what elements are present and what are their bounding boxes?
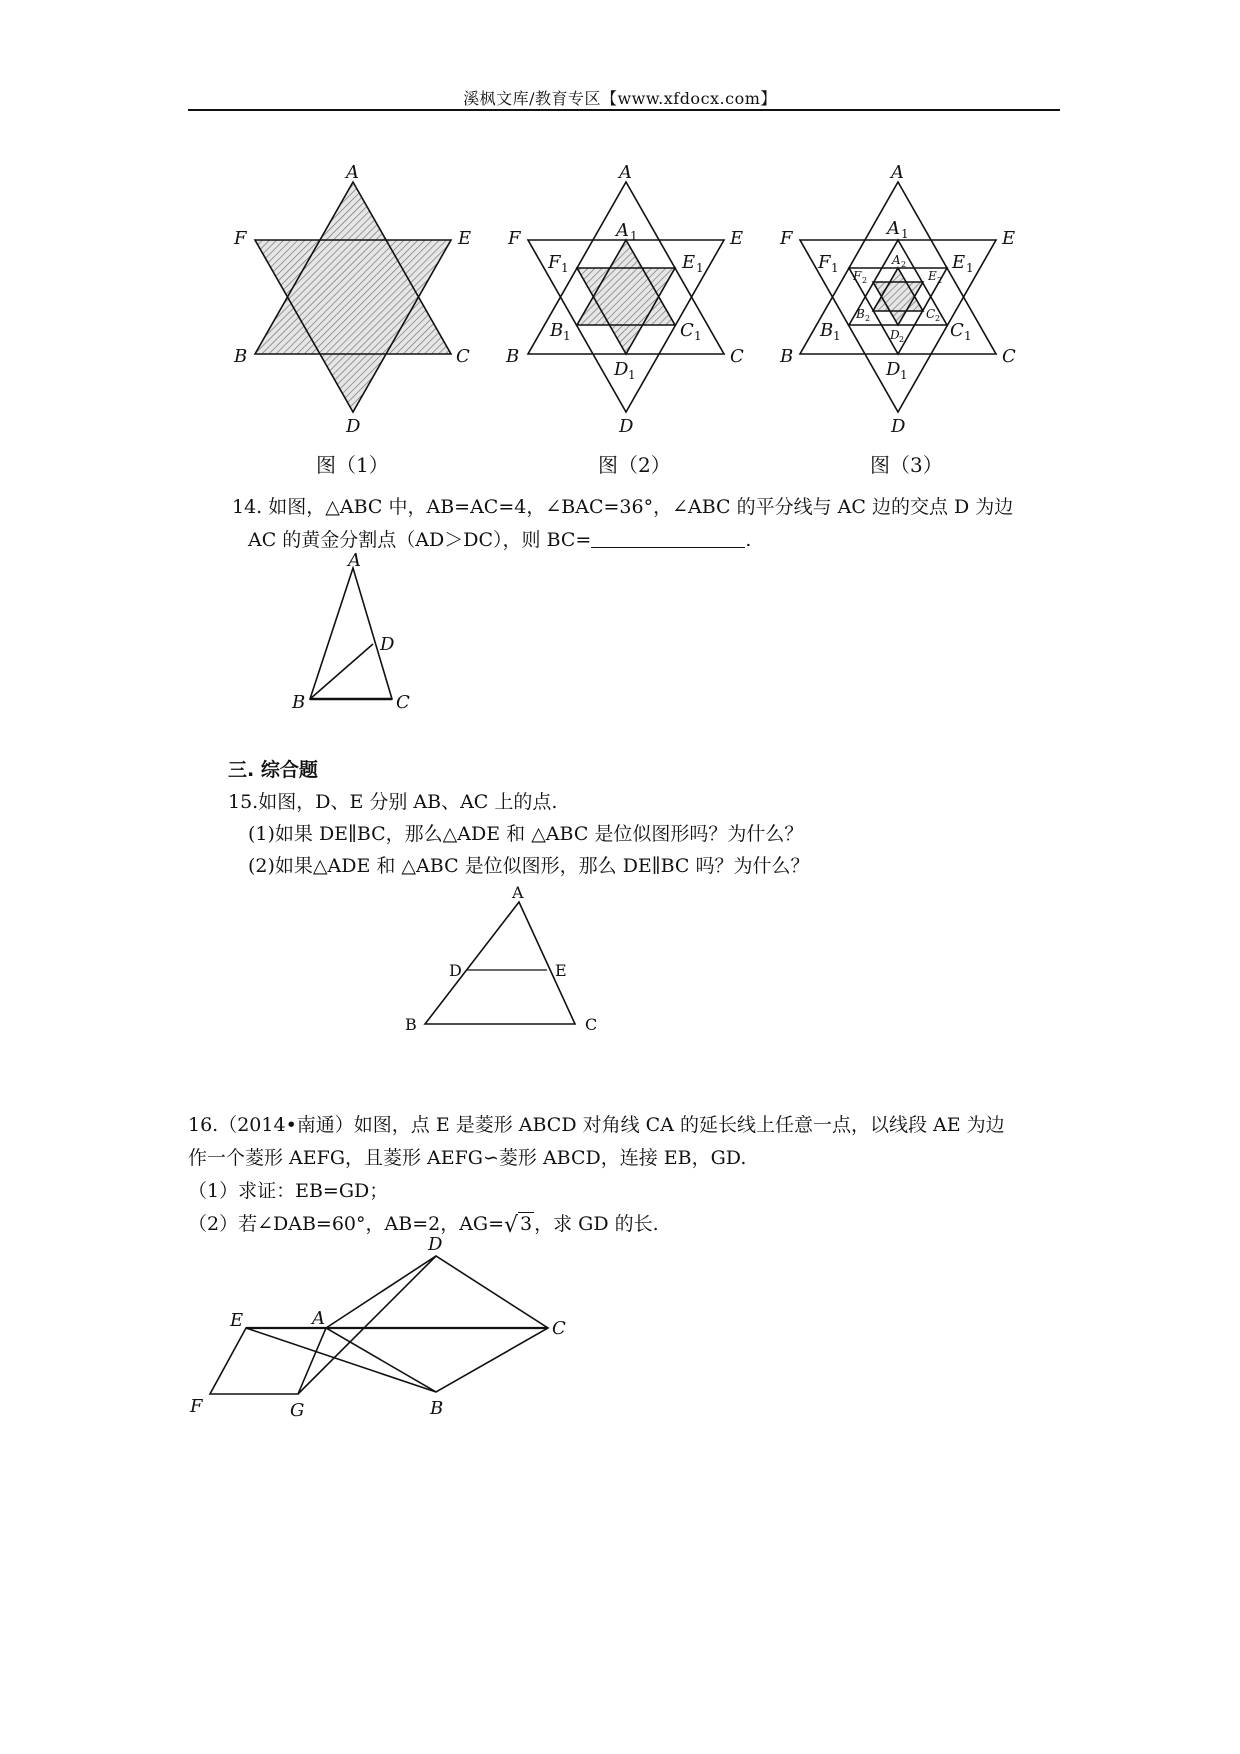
q15-label-b: B: [405, 1015, 417, 1034]
fig3-mid-label-d: D: [886, 359, 901, 380]
fig3-mid-sub-a: 1: [901, 227, 909, 241]
fig3-caption: 图（3）: [870, 453, 943, 477]
fig3-inner-label-c: C: [926, 307, 936, 321]
q16-line2: 作一个菱形 AEFG，且菱形 AEFG∽菱形 ABCD，连接 EB，GD.: [188, 1147, 747, 1169]
fig2-caption: 图（2）: [598, 453, 671, 477]
q14-line2-end: .: [745, 529, 752, 551]
q16-label-b: B: [430, 1398, 444, 1419]
fig3-label-a: A: [891, 162, 904, 183]
section-3-title: 三. 综合题: [228, 759, 318, 781]
fig3-mid-sub-c: 1: [964, 329, 972, 343]
fig3-mid-sub-e: 1: [966, 261, 974, 275]
fig2-inner-label-d: D: [614, 359, 629, 380]
fig1-label-b: B: [234, 346, 248, 367]
fig2-inner-fill: [577, 240, 675, 354]
fig2-label-e: E: [730, 228, 744, 249]
fig2-label-c: C: [730, 346, 744, 367]
q16-rhombus-abcd: [326, 1256, 548, 1392]
fig2-label-a: A: [619, 162, 632, 183]
fig3-inner-label-a: A: [892, 253, 901, 267]
figure-1: [255, 182, 451, 412]
fig3-mid-sub-f: 1: [831, 261, 839, 275]
fig3-label-b: B: [780, 346, 794, 367]
q14-label-a: A: [348, 550, 361, 571]
q16-label-f: F: [190, 1396, 203, 1417]
fig3-inner-sub-f: 2: [862, 276, 868, 285]
q16-radicand: 3: [520, 1213, 533, 1235]
fig1-label-e: E: [458, 228, 472, 249]
q16-line4-a: （2）若∠DAB=60°，AB=2，AG=: [188, 1213, 505, 1235]
q14-line1: 14. 如图，△ABC 中，AB=AC=4，∠BAC=36°，∠ABC 的平分线与 AC 边的交点 D 为边: [232, 496, 1014, 518]
fig3-mid-label-a: A: [887, 218, 900, 239]
q14-line2: AC 的黄金分割点（AD＞DC），则 BC=: [248, 529, 592, 551]
fig2-inner-sub-c: 1: [694, 329, 702, 343]
fig3-label-c: C: [1002, 346, 1016, 367]
q15-label-a: A: [512, 883, 524, 902]
q14-answer-blank: [591, 527, 745, 548]
hexagram-figures: [0, 0, 1240, 480]
fig2-inner-sub-b: 1: [563, 329, 571, 343]
q16-label-d: D: [428, 1234, 443, 1255]
fig3-innermost-fill: [873, 268, 923, 325]
sqrt-symbol: √ 3: [504, 1213, 533, 1238]
fig1-label-f: F: [234, 228, 247, 249]
q16-rhombus-figure: [180, 1232, 580, 1432]
q15-label-c: C: [585, 1015, 598, 1034]
fig2-inner-sub-f: 1: [561, 261, 569, 275]
fig2-inner-sub-e: 1: [696, 261, 704, 275]
fig2-inner-label-b: B: [550, 320, 564, 341]
q15-label-e: E: [555, 961, 567, 980]
q16-label-a: A: [312, 1308, 325, 1329]
q14-label-d: D: [380, 634, 395, 655]
fig3-label-f: F: [780, 228, 793, 249]
fig3-mid-sub-b: 1: [833, 329, 841, 343]
fig3-inner-label-d: D: [890, 328, 900, 342]
fig3-inner-sub-b: 2: [865, 314, 871, 323]
q15-line1: 15.如图，D、E 分别 AB、AC 上的点.: [228, 791, 558, 813]
fig2-inner-label-c: C: [680, 320, 694, 341]
q16-line1: 16.（2014•南通）如图，点 E 是菱形 ABCD 对角线 CA 的延长线上任意一点，以线段 AE 为边: [188, 1114, 1005, 1136]
fig1-label-a: A: [346, 162, 359, 183]
q16-label-c: C: [552, 1318, 566, 1339]
fig3-mid-label-c: C: [950, 320, 964, 341]
fig3-inner-sub-c: 2: [935, 314, 941, 323]
fig2-label-b: B: [506, 346, 520, 367]
q15-triangle-abc: [425, 902, 575, 1024]
q14-label-c: C: [396, 692, 410, 713]
fig2-inner-label-e: E: [682, 252, 696, 273]
fig3-label-e: E: [1002, 228, 1016, 249]
fig1-caption: 图（1）: [316, 453, 389, 477]
q16-line4-b: ，求 GD 的长.: [534, 1213, 659, 1235]
fig2-inner-sub-a: 1: [630, 229, 638, 243]
fig3-inner-sub-e: 2: [937, 276, 943, 285]
fig3-inner-sub-d: 2: [899, 335, 905, 344]
fig1-hexagram-fill: [255, 182, 451, 412]
q15-label-d: D: [449, 961, 462, 980]
fig1-label-c: C: [456, 346, 470, 367]
q16-label-e: E: [230, 1310, 244, 1331]
fig2-inner-sub-d: 1: [628, 368, 636, 382]
q16-label-g: G: [290, 1400, 305, 1421]
q14-label-b: B: [292, 692, 306, 713]
q15-line3: (2)如果△ADE 和 △ABC 是位似图形，那么 DE∥BC 吗？为什么？: [248, 855, 810, 877]
fig2-inner-label-f: F: [548, 252, 561, 273]
fig2-label-f: F: [508, 228, 521, 249]
fig3-mid-sub-d: 1: [900, 368, 908, 382]
fig3-inner-sub-a: 2: [901, 260, 907, 269]
q15-line2: (1)如果 DE∥BC，那么△ADE 和 △ABC 是位似图形吗？为什么？: [248, 823, 804, 845]
fig3-mid-label-f: F: [818, 252, 831, 273]
q15-triangle-figure: [395, 878, 615, 1040]
fig3-label-d: D: [891, 416, 906, 437]
fig3-inner-label-b: B: [856, 307, 865, 321]
q16-line3: （1）求证：EB=GD；: [188, 1180, 389, 1202]
fig3-inner-label-f: F: [853, 269, 862, 283]
page-header: 溪枫文库/教育专区【www.xfdocx.com】: [463, 89, 777, 108]
fig3-mid-label-b: B: [820, 320, 834, 341]
fig3-mid-label-e: E: [952, 252, 966, 273]
fig1-label-d: D: [346, 416, 361, 437]
fig2-label-d: D: [619, 416, 634, 437]
fig2-inner-label-a: A: [616, 220, 629, 241]
q14-triangle-figure: [280, 550, 440, 720]
fig3-inner-label-e: E: [928, 269, 937, 283]
